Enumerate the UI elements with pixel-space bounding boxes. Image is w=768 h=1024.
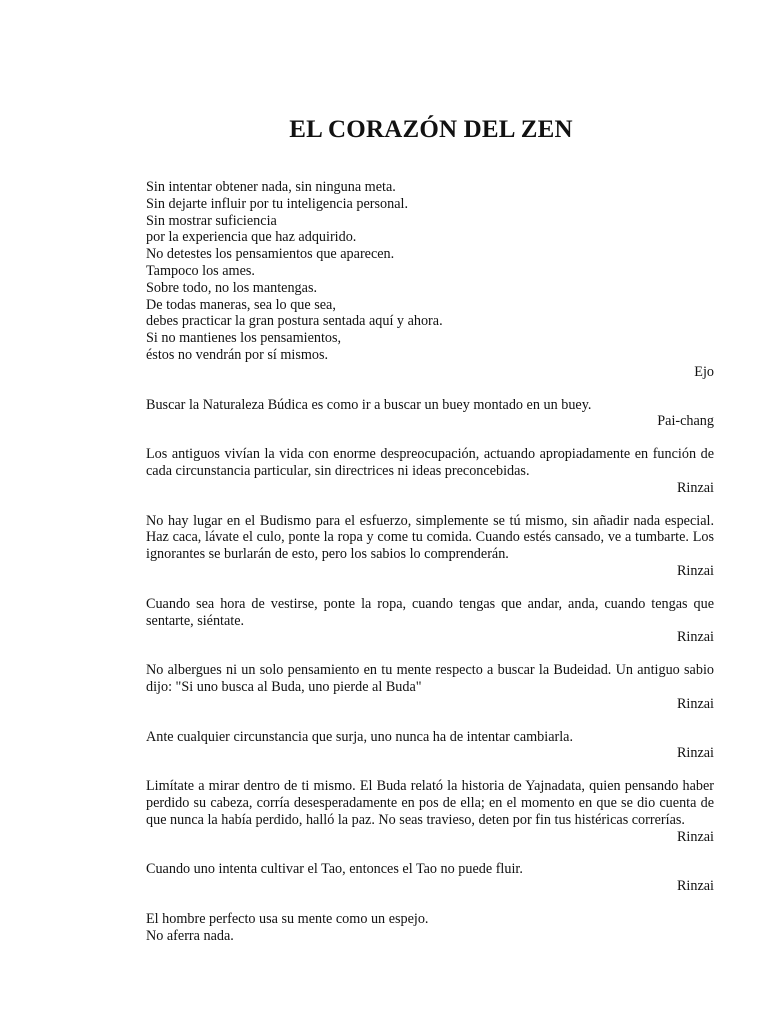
poem-ejo xyxy=(146,179,714,381)
quote-text: Limítate a mirar dentro de ti mismo. El Buda relató la historia de Yajnadata, quien pensando haber perdido su cabeza, corría desesperadamente en pos de ella; en el momento en que se dio cuenta de que nunca la había perdido, halló la paz. No seas travieso, deten por fin tus histéricas correrías. xyxy=(146,778,714,828)
quote-author: Rinzai xyxy=(676,828,714,845)
quote-text: Los antiguos vivían la vida con enorme despreocupación, actuando apropiadamente en función de cada circunstancia particular, sin directrices ni ideas preconcebidas. xyxy=(146,446,714,479)
quote-author: Rinzai xyxy=(676,878,714,895)
quote-author: Rinzai xyxy=(676,479,714,496)
closing-line: El hombre perfecto usa su mente como un espejo. xyxy=(146,910,429,927)
poem-line: No detestes los pensamientos que aparecen. xyxy=(146,246,395,263)
quote-block xyxy=(146,778,714,845)
quote-text: Cuando uno intenta cultivar el Tao, entonces el Tao no puede fluir. xyxy=(146,861,523,878)
poem-line: Tampoco los ames. xyxy=(146,262,255,279)
poem-line: Sin mostrar suficiencia xyxy=(146,212,277,229)
poem-line: Sin intentar obtener nada, sin ninguna meta. xyxy=(146,179,396,195)
quote-text: No hay lugar en el Budismo para el esfuerzo, simplemente se tú mismo, sin añadir nada especial. Haz caca, lávate el culo, ponte la ropa y come tu comida. Cuando estés cansado, ve a tumbarte. Los ignorantes se burlarán de esto, pero los sabios lo comprenderán. xyxy=(146,512,714,563)
poem-line: por la experiencia que haz adquirido. xyxy=(146,229,357,246)
closing-block xyxy=(146,911,714,945)
quote-block xyxy=(146,729,714,763)
poem-line: Si no mantienes los pensamientos, xyxy=(146,330,342,347)
quote-text: No albergues ni un solo pensamiento en tu mente respecto a buscar la Budeidad. Un antiguo sabio dijo: "Si uno busca al Buda, uno pierde al Buda" xyxy=(146,662,714,695)
quote-text: Buscar la Naturaleza Búdica es como ir a buscar un buey montado en un buey. xyxy=(146,396,592,413)
poem-line: Sin dejarte influir por tu inteligencia personal. xyxy=(146,195,408,212)
quote-author: Rinzai xyxy=(676,745,714,762)
closing-line: No aferra nada. xyxy=(146,927,234,944)
poem-line: De todas maneras, sea lo que sea, xyxy=(146,296,336,313)
quote-author: Pai-chang xyxy=(657,413,714,430)
poem-line: Sobre todo, no los mantengas. xyxy=(146,279,318,296)
poem-line: debes practicar la gran postura sentada aquí y ahora. xyxy=(146,313,443,330)
quote-block xyxy=(146,397,714,431)
document-body xyxy=(146,179,714,944)
quote-text: Ante cualquier circunstancia que surja, uno nunca ha de intentar cambiarla. xyxy=(146,728,574,745)
poem-line: éstos no vendrán por sí mismos. xyxy=(146,346,329,363)
page-title: EL CORAZÓN DEL ZEN xyxy=(289,116,573,143)
quote-block xyxy=(146,662,714,712)
quote-author: Rinzai xyxy=(676,695,714,712)
quote-block xyxy=(146,446,714,496)
quote-block xyxy=(146,861,714,895)
quote-text: Cuando sea hora de vestirse, ponte la ropa, cuando tengas que andar, anda, cuando tengas que sentarte, siéntate. xyxy=(146,595,714,629)
quote-author: Rinzai xyxy=(676,562,714,579)
quote-author: Rinzai xyxy=(676,629,714,646)
quote-block xyxy=(146,596,714,646)
quote-block xyxy=(146,513,714,580)
quote-author: Ejo xyxy=(694,363,714,380)
